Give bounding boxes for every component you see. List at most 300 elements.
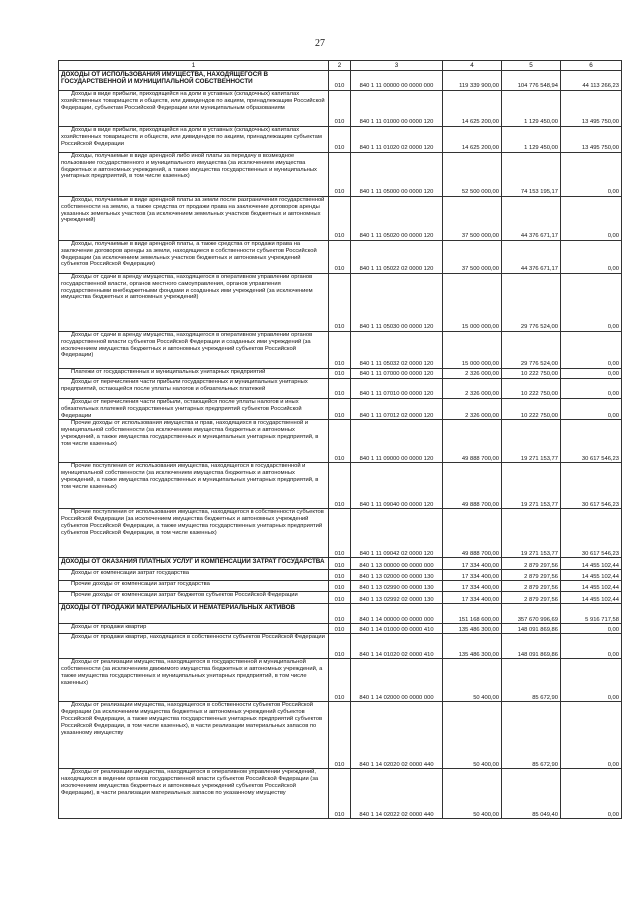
row-value-col4 [443, 592, 502, 604]
row-line-code-text: 010 [334, 391, 345, 398]
row-line-code-text: 010 [334, 371, 345, 378]
row-value-col6-text: 0,00 [607, 651, 619, 658]
row-line-code-text: 010 [334, 584, 345, 591]
row-description-text: Прочие поступления от использования имущества, находящегося в государственной и муниципальной собственности (за исключением имущества бюджетных и автономных учреждений, а также имущества государственных и муниципальных унитарных предприятий, в том числе казенных) [61, 463, 319, 490]
row-value-col6 [561, 71, 622, 91]
row-budget-code-text: 840 1 14 02020 02 0000 440 [359, 761, 434, 768]
table-row [59, 153, 622, 197]
row-description [59, 399, 329, 420]
row-description-text: Доходы, получаемые в виде арендной платы, а также средства от продажи права на заключение договоров аренды за земли, находящиеся в собственности субъектов Российской Федерации (за исключением земельных участков бюджетных и автономных учреждений субъектов Российской Федерации) [61, 241, 317, 268]
row-budget-code-text: 840 1 11 09042 02 0000 120 [359, 550, 434, 557]
row-value-col5-text: 19 271 153,77 [520, 455, 558, 462]
row-value-col5-text: 85 672,90 [532, 761, 558, 768]
column-number-5: 5 [502, 61, 561, 71]
row-description-text: Доходы от реализации имущества, находящегося в собственности субъектов Российской Федерации (за исключением имущества бюджетных и автономных учреждений субъектов Российской Федерации, а также имущества государственных унитарных предприятий субъектов Российской Федерации, в том числе казенных), в части реализации материальных запасов по указанному имуществу [61, 702, 323, 736]
row-value-col5 [502, 592, 561, 604]
row-line-code [329, 127, 351, 153]
row-budget-code-text: 840 1 11 05022 02 0000 120 [359, 266, 434, 273]
row-value-col6 [561, 581, 622, 592]
row-budget-code-text: 840 1 11 05032 02 0000 120 [359, 361, 434, 368]
row-budget-code [351, 399, 443, 420]
row-value-col4-text: 17 334 400,00 [461, 573, 499, 580]
row-description-text: Прочие доходы от использования имущества и прав, находящихся в государственной и муниципальной собственности (за исключением имущества бюджетных и автономных учреждений, а также имущества государственных и муниципальных унитарных предприятий, в том числе казенных) [61, 420, 319, 447]
row-line-code-text: 010 [334, 761, 345, 768]
row-description [59, 332, 329, 369]
row-value-col4-text: 14 625 200,00 [461, 145, 499, 152]
row-value-col5 [502, 769, 561, 819]
row-description [59, 91, 329, 127]
row-value-col4 [443, 153, 502, 197]
row-value-col6 [561, 91, 622, 127]
row-budget-code [351, 604, 443, 624]
row-value-col4 [443, 241, 502, 274]
row-value-col5 [502, 274, 561, 332]
row-description [59, 570, 329, 581]
table-row [59, 702, 622, 769]
row-description-text: ДОХОДЫ ОТ ОКАЗАНИЯ ПЛАТНЫХ УСЛУГ И КОМПЕНСАЦИИ ЗАТРАТ ГОСУДАРСТВА [61, 558, 325, 566]
row-value-col5-text: 10 222 750,00 [520, 391, 558, 398]
row-value-col5 [502, 197, 561, 241]
table-row [59, 274, 622, 332]
row-value-col6 [561, 241, 622, 274]
row-line-code-text: 010 [334, 189, 345, 196]
row-value-col4-text: 50 400,00 [473, 694, 499, 701]
row-value-col4-text: 17 334 400,00 [461, 596, 499, 603]
row-description [59, 153, 329, 197]
row-line-code-text: 010 [334, 324, 345, 331]
row-description [59, 581, 329, 592]
row-value-col6-text: 14 455 102,44 [581, 584, 619, 591]
row-value-col4 [443, 71, 502, 91]
row-description [59, 659, 329, 702]
table-row [59, 634, 622, 659]
row-value-col4 [443, 659, 502, 702]
row-description-text: ДОХОДЫ ОТ ИСПОЛЬЗОВАНИЯ ИМУЩЕСТВА, НАХОДЯЩЕГОСЯ В ГОСУДАРСТВЕННОЙ И МУНИЦИПАЛЬНОЙ СОБСТВЕННОСТИ [61, 71, 269, 86]
row-budget-code-text: 840 1 11 05030 00 0000 120 [359, 324, 434, 331]
row-budget-code [351, 91, 443, 127]
row-budget-code-text: 840 1 11 01020 02 0000 120 [359, 145, 434, 152]
row-value-col6 [561, 659, 622, 702]
row-value-col6 [561, 558, 622, 570]
row-budget-code-text: 840 1 13 02992 02 0000 130 [359, 596, 434, 603]
row-value-col6-text: 30 617 546,23 [581, 501, 619, 508]
row-value-col5 [502, 241, 561, 274]
row-value-col4 [443, 379, 502, 399]
row-line-code [329, 274, 351, 332]
row-line-code-text: 010 [334, 233, 345, 240]
table-row [59, 558, 622, 570]
row-budget-code-text: 840 1 11 07000 00 0000 120 [359, 371, 434, 378]
row-description-text: Прочие доходы от компенсации затрат бюджетов субъектов Российской Федерации [71, 592, 298, 599]
row-value-col5-text: 104 776 548,94 [517, 83, 558, 90]
row-budget-code-text: 840 1 14 01020 02 0000 410 [359, 651, 434, 658]
row-budget-code [351, 463, 443, 509]
row-budget-code-text: 840 1 14 02022 02 0000 440 [359, 811, 434, 818]
table-row [59, 581, 622, 592]
row-value-col5-text: 148 091 869,86 [517, 651, 558, 658]
column-number-4: 4 [443, 61, 502, 71]
row-budget-code [351, 624, 443, 634]
row-value-col4-text: 151 168 600,00 [458, 616, 499, 623]
row-description-text: Доходы в виде прибыли, приходящейся на доли в уставных (складочных) капиталах хозяйственных товариществ и обществ, или дивидендов по акциям, принадлежащим субъектам Российской Федерации [61, 127, 322, 147]
row-description-text: Доходы от перечисления части прибыли государственных и муниципальных унитарных предприятий, остающейся после уплаты налогов и обязательных платежей [61, 379, 308, 392]
table-row [59, 369, 622, 379]
row-value-col4 [443, 197, 502, 241]
row-value-col4 [443, 604, 502, 624]
row-value-col4-text: 50 400,00 [473, 811, 499, 818]
row-line-code-text: 010 [334, 266, 345, 273]
row-line-code [329, 604, 351, 624]
row-line-code [329, 91, 351, 127]
row-budget-code-text: 840 1 11 07010 00 0000 120 [359, 391, 434, 398]
row-value-col5 [502, 153, 561, 197]
row-value-col6 [561, 570, 622, 581]
row-budget-code [351, 197, 443, 241]
row-description [59, 558, 329, 570]
column-number-6: 6 [561, 61, 622, 71]
row-value-col4 [443, 369, 502, 379]
row-budget-code [351, 558, 443, 570]
row-value-col5 [502, 332, 561, 369]
row-value-col6-text: 14 455 102,44 [581, 573, 619, 580]
row-value-col5-text: 29 776 524,00 [520, 361, 558, 368]
row-budget-code [351, 769, 443, 819]
row-value-col4-text: 15 000 000,00 [461, 324, 499, 331]
row-budget-code-text: 840 1 14 02000 00 0000 000 [359, 694, 434, 701]
row-description [59, 769, 329, 819]
row-budget-code [351, 332, 443, 369]
row-value-col6-text: 30 617 546,23 [581, 550, 619, 557]
column-number-3: 3 [351, 61, 443, 71]
row-value-col5-text: 2 879 297,56 [524, 562, 558, 569]
table-row [59, 197, 622, 241]
row-line-code-text: 010 [334, 83, 345, 90]
row-line-code [329, 624, 351, 634]
row-value-col6-text: 30 617 546,23 [581, 455, 619, 462]
row-line-code [329, 399, 351, 420]
table-row [59, 463, 622, 509]
row-description [59, 509, 329, 558]
row-value-col5-text: 19 271 153,77 [520, 501, 558, 508]
row-budget-code-text: 840 1 13 02990 00 0000 130 [359, 584, 434, 591]
table-row [59, 71, 622, 91]
row-line-code-text: 010 [334, 651, 345, 658]
column-number-1: 1 [59, 61, 329, 71]
table-row [59, 241, 622, 274]
row-description-text: Прочие доходы от компенсации затрат государства [71, 581, 210, 588]
row-description-text: Доходы от реализации имущества, находящегося в государственной и муниципальной собственности (за исключением движимого имущества бюджетных и автономных учреждений, а также имущества государственных и муниципальных унитарных предприятий, в том числе казенных) [61, 659, 323, 686]
row-value-col4 [443, 463, 502, 509]
row-description [59, 241, 329, 274]
row-value-col6-text: 13 495 750,00 [581, 119, 619, 126]
row-value-col5 [502, 463, 561, 509]
row-value-col4-text: 17 334 400,00 [461, 584, 499, 591]
row-value-col4-text: 2 326 000,00 [465, 412, 499, 419]
table-row [59, 624, 622, 634]
row-value-col5-text: 2 879 297,56 [524, 596, 558, 603]
row-line-code-text: 010 [334, 562, 345, 569]
table-row [59, 604, 622, 624]
row-budget-code-text: 840 1 11 00000 00 0000 000 [359, 83, 434, 90]
row-value-col4-text: 49 888 700,00 [461, 455, 499, 462]
row-value-col6-text: 0,00 [607, 694, 619, 701]
row-budget-code-text: 840 1 13 02000 00 0000 130 [359, 573, 434, 580]
row-value-col5 [502, 624, 561, 634]
row-value-col5 [502, 399, 561, 420]
row-value-col4 [443, 420, 502, 463]
row-value-col5-text: 2 879 297,56 [524, 573, 558, 580]
row-description-text: Доходы от реализации имущества, находящегося в оперативном управлении учреждений, находящихся в ведении органов государственной власти субъектов Российской Федерации (за исключением имущества бюджетных и автономных учреждений субъектов Российской Федерации), в части реализации материальных запасов по указанному имуществу [61, 769, 319, 796]
row-description-text: Доходы от сдачи в аренду имущества, находящегося в оперативном управлении органов государственной власти, органов местного самоуправления, органов управления государственными внебюджетными фондами и созданных ими учреждений (за исключением имущества бюджетных и автономных учреждений) [61, 274, 313, 301]
row-line-code-text: 010 [334, 501, 345, 508]
row-value-col4 [443, 702, 502, 769]
row-line-code-text: 010 [334, 596, 345, 603]
column-number-header-row [59, 61, 622, 71]
row-value-col5 [502, 71, 561, 91]
row-line-code [329, 769, 351, 819]
row-value-col4-text: 119 339 900,00 [459, 83, 499, 90]
row-value-col5-text: 10 222 750,00 [520, 412, 558, 419]
row-value-col4-text: 15 000 000,00 [461, 361, 499, 368]
row-value-col6-text: 14 455 102,44 [581, 562, 619, 569]
row-budget-code-text: 840 1 14 01000 00 0000 410 [359, 626, 434, 633]
row-value-col4 [443, 634, 502, 659]
row-value-col5 [502, 127, 561, 153]
row-value-col5-text: 85 049,40 [532, 811, 558, 818]
row-description-text: Доходы от сдачи в аренду имущества, находящегося в оперативном управлении органов государственной власти субъектов Российской Федерации и созданных ими учреждений (за исключением имущества бюджетных и автономных учреждений субъектов Российской Федерации) [61, 332, 313, 359]
row-budget-code [351, 702, 443, 769]
table-row [59, 659, 622, 702]
table-row [59, 379, 622, 399]
row-line-code-text: 010 [334, 455, 345, 462]
row-value-col6-text: 0,00 [607, 361, 619, 368]
row-description [59, 420, 329, 463]
row-value-col4-text: 135 486 300,00 [458, 651, 499, 658]
row-value-col4-text: 2 326 000,00 [465, 391, 499, 398]
row-value-col6-text: 13 495 750,00 [581, 145, 619, 152]
row-value-col5 [502, 634, 561, 659]
row-value-col4 [443, 274, 502, 332]
row-value-col6 [561, 702, 622, 769]
row-budget-code-text: 840 1 13 00000 00 0000 000 [359, 562, 434, 569]
row-value-col6-text: 0,00 [607, 233, 619, 240]
table-row [59, 592, 622, 604]
row-value-col6-text: 0,00 [607, 324, 619, 331]
row-line-code [329, 379, 351, 399]
row-value-col5 [502, 420, 561, 463]
row-budget-code [351, 659, 443, 702]
row-value-col5 [502, 558, 561, 570]
row-value-col5 [502, 369, 561, 379]
row-value-col6 [561, 509, 622, 558]
row-budget-code-text: 840 1 11 01000 00 0000 120 [359, 119, 434, 126]
row-budget-code-text: 840 1 11 09040 00 0000 120 [359, 501, 434, 508]
row-value-col5 [502, 581, 561, 592]
row-line-code-text: 010 [334, 616, 345, 623]
row-line-code [329, 369, 351, 379]
table-row [59, 399, 622, 420]
column-number-2: 2 [329, 61, 351, 71]
row-value-col5-text: 85 672,90 [532, 694, 558, 701]
row-value-col6 [561, 624, 622, 634]
row-budget-code [351, 570, 443, 581]
row-line-code-text: 010 [334, 361, 345, 368]
row-value-col5-text: 1 129 450,00 [524, 119, 558, 126]
row-description [59, 624, 329, 634]
row-budget-code [351, 71, 443, 91]
row-line-code [329, 197, 351, 241]
row-value-col6 [561, 463, 622, 509]
row-budget-code [351, 634, 443, 659]
row-value-col6 [561, 332, 622, 369]
row-line-code [329, 509, 351, 558]
row-budget-code-text: 840 1 14 00000 00 0000 000 [359, 616, 434, 623]
row-line-code [329, 570, 351, 581]
row-value-col4-text: 49 888 700,00 [461, 550, 499, 557]
row-line-code [329, 581, 351, 592]
row-value-col5-text: 148 091 869,86 [517, 626, 558, 633]
row-value-col6-text: 0,00 [607, 266, 619, 273]
row-value-col4 [443, 399, 502, 420]
row-value-col4 [443, 581, 502, 592]
row-budget-code [351, 241, 443, 274]
row-description [59, 702, 329, 769]
row-value-col6 [561, 604, 622, 624]
row-line-code [329, 420, 351, 463]
row-value-col5-text: 29 776 524,00 [520, 324, 558, 331]
row-value-col4 [443, 558, 502, 570]
table-row [59, 570, 622, 581]
row-value-col6-text: 0,00 [607, 189, 619, 196]
row-value-col4 [443, 127, 502, 153]
row-value-col4 [443, 91, 502, 127]
row-description-text: Доходы от компенсации затрат государства [71, 570, 189, 577]
income-report-table [58, 60, 622, 819]
row-line-code [329, 634, 351, 659]
row-value-col4-text: 17 334 400,00 [461, 562, 499, 569]
row-description-text: Доходы от продажи квартир [71, 624, 147, 631]
table-row [59, 91, 622, 127]
row-line-code [329, 241, 351, 274]
row-budget-code [351, 379, 443, 399]
row-budget-code [351, 127, 443, 153]
row-description-text: Доходы, получаемые в виде арендной либо иной платы за передачу в возмездное пользование государственного и муниципального имущества (за исключением имущества бюджетных и автономных учреждений, а также имущества государственных и муниципальных унитарных предприятий, в том числе казенных) [61, 153, 317, 180]
row-description [59, 127, 329, 153]
row-value-col5 [502, 659, 561, 702]
row-budget-code [351, 509, 443, 558]
row-value-col5-text: 357 670 996,69 [517, 616, 558, 623]
row-budget-code [351, 153, 443, 197]
row-description-text: Доходы в виде прибыли, приходящейся на доли в уставных (складочных) капиталах хозяйственных товариществ и обществ, или дивидендов по акциям, принадлежащим Российской Федерации, субъектам Российской Федерации или муниципальным образованиям [61, 91, 325, 111]
row-description [59, 379, 329, 399]
row-value-col6-text: 0,00 [607, 626, 619, 633]
row-value-col6 [561, 197, 622, 241]
row-line-code-text: 010 [334, 119, 345, 126]
row-value-col5 [502, 91, 561, 127]
row-value-col5 [502, 570, 561, 581]
row-value-col4 [443, 509, 502, 558]
row-line-code [329, 153, 351, 197]
row-description [59, 369, 329, 379]
row-value-col5-text: 74 153 195,17 [520, 189, 558, 196]
row-value-col4-text: 52 500 000,00 [461, 189, 499, 196]
row-description [59, 274, 329, 332]
row-value-col6 [561, 420, 622, 463]
row-line-code-text: 010 [334, 811, 345, 818]
row-budget-code-text: 840 1 11 09000 00 0000 120 [359, 455, 434, 462]
row-value-col4-text: 135 486 300,00 [458, 626, 499, 633]
row-value-col6 [561, 274, 622, 332]
row-value-col6 [561, 592, 622, 604]
row-budget-code-text: 840 1 11 05020 00 0000 120 [359, 233, 434, 240]
page-number: 27 [315, 38, 325, 49]
row-value-col6 [561, 399, 622, 420]
row-budget-code-text: 840 1 11 05000 00 0000 120 [359, 189, 434, 196]
row-description-text: Платежи от государственных и муниципальных унитарных предприятий [71, 369, 266, 375]
row-value-col4-text: 50 400,00 [473, 761, 499, 768]
row-budget-code [351, 369, 443, 379]
row-budget-code [351, 581, 443, 592]
row-description [59, 71, 329, 91]
row-value-col5 [502, 702, 561, 769]
row-value-col6-text: 0,00 [607, 371, 619, 378]
row-value-col6 [561, 379, 622, 399]
row-description [59, 592, 329, 604]
row-line-code [329, 659, 351, 702]
row-value-col4 [443, 332, 502, 369]
row-value-col6 [561, 369, 622, 379]
table-row [59, 509, 622, 558]
row-value-col6-text: 14 455 102,44 [581, 596, 619, 603]
row-description-text: Прочие поступления от использования имущества, находящегося в собственности субъектов Российской Федерации (за исключением имущества бюджетных и автономных учреждений субъектов Российской Федерации, а также имущества государственных унитарных предприятий субъектов Российской Федерации, в том числе казенных) [61, 509, 324, 536]
row-value-col5-text: 1 129 450,00 [524, 145, 558, 152]
row-description-text: Доходы от продажи квартир, находящихся в собственности субъектов Российской Федерации [71, 634, 325, 641]
row-budget-code [351, 274, 443, 332]
row-value-col4 [443, 570, 502, 581]
row-value-col4-text: 2 326 000,00 [465, 371, 499, 378]
row-description-text: Доходы, получаемые в виде арендной платы за земли после разграничения государственной собственности на землю, а также средства от продажи права на заключение договоров аренды указанных земельных участков (за исключением земельных участков бюджетных и автономных учреждений) [61, 197, 325, 224]
row-value-col5 [502, 509, 561, 558]
row-line-code [329, 702, 351, 769]
row-line-code [329, 71, 351, 91]
row-value-col6 [561, 127, 622, 153]
row-budget-code-text: 840 1 11 07012 02 0000 120 [359, 412, 434, 419]
row-description [59, 604, 329, 624]
table-row [59, 769, 622, 819]
row-line-code-text: 010 [334, 573, 345, 580]
row-line-code-text: 010 [334, 694, 345, 701]
row-budget-code [351, 420, 443, 463]
row-line-code-text: 010 [334, 145, 345, 152]
row-value-col5-text: 19 271 153,77 [520, 550, 558, 557]
row-description [59, 634, 329, 659]
row-value-col4 [443, 624, 502, 634]
row-description [59, 197, 329, 241]
row-value-col5-text: 44 376 671,17 [520, 233, 558, 240]
row-value-col6 [561, 769, 622, 819]
row-value-col6 [561, 153, 622, 197]
row-value-col5-text: 10 222 750,00 [520, 371, 558, 378]
row-line-code-text: 010 [334, 626, 345, 633]
row-value-col6-text: 44 113 266,23 [582, 83, 619, 90]
row-line-code [329, 332, 351, 369]
row-value-col6-text: 0,00 [607, 811, 619, 818]
row-value-col4-text: 49 888 700,00 [461, 501, 499, 508]
table-row [59, 332, 622, 369]
row-line-code-text: 010 [334, 412, 345, 419]
row-value-col5-text: 2 879 297,56 [524, 584, 558, 591]
row-line-code-text: 010 [334, 550, 345, 557]
